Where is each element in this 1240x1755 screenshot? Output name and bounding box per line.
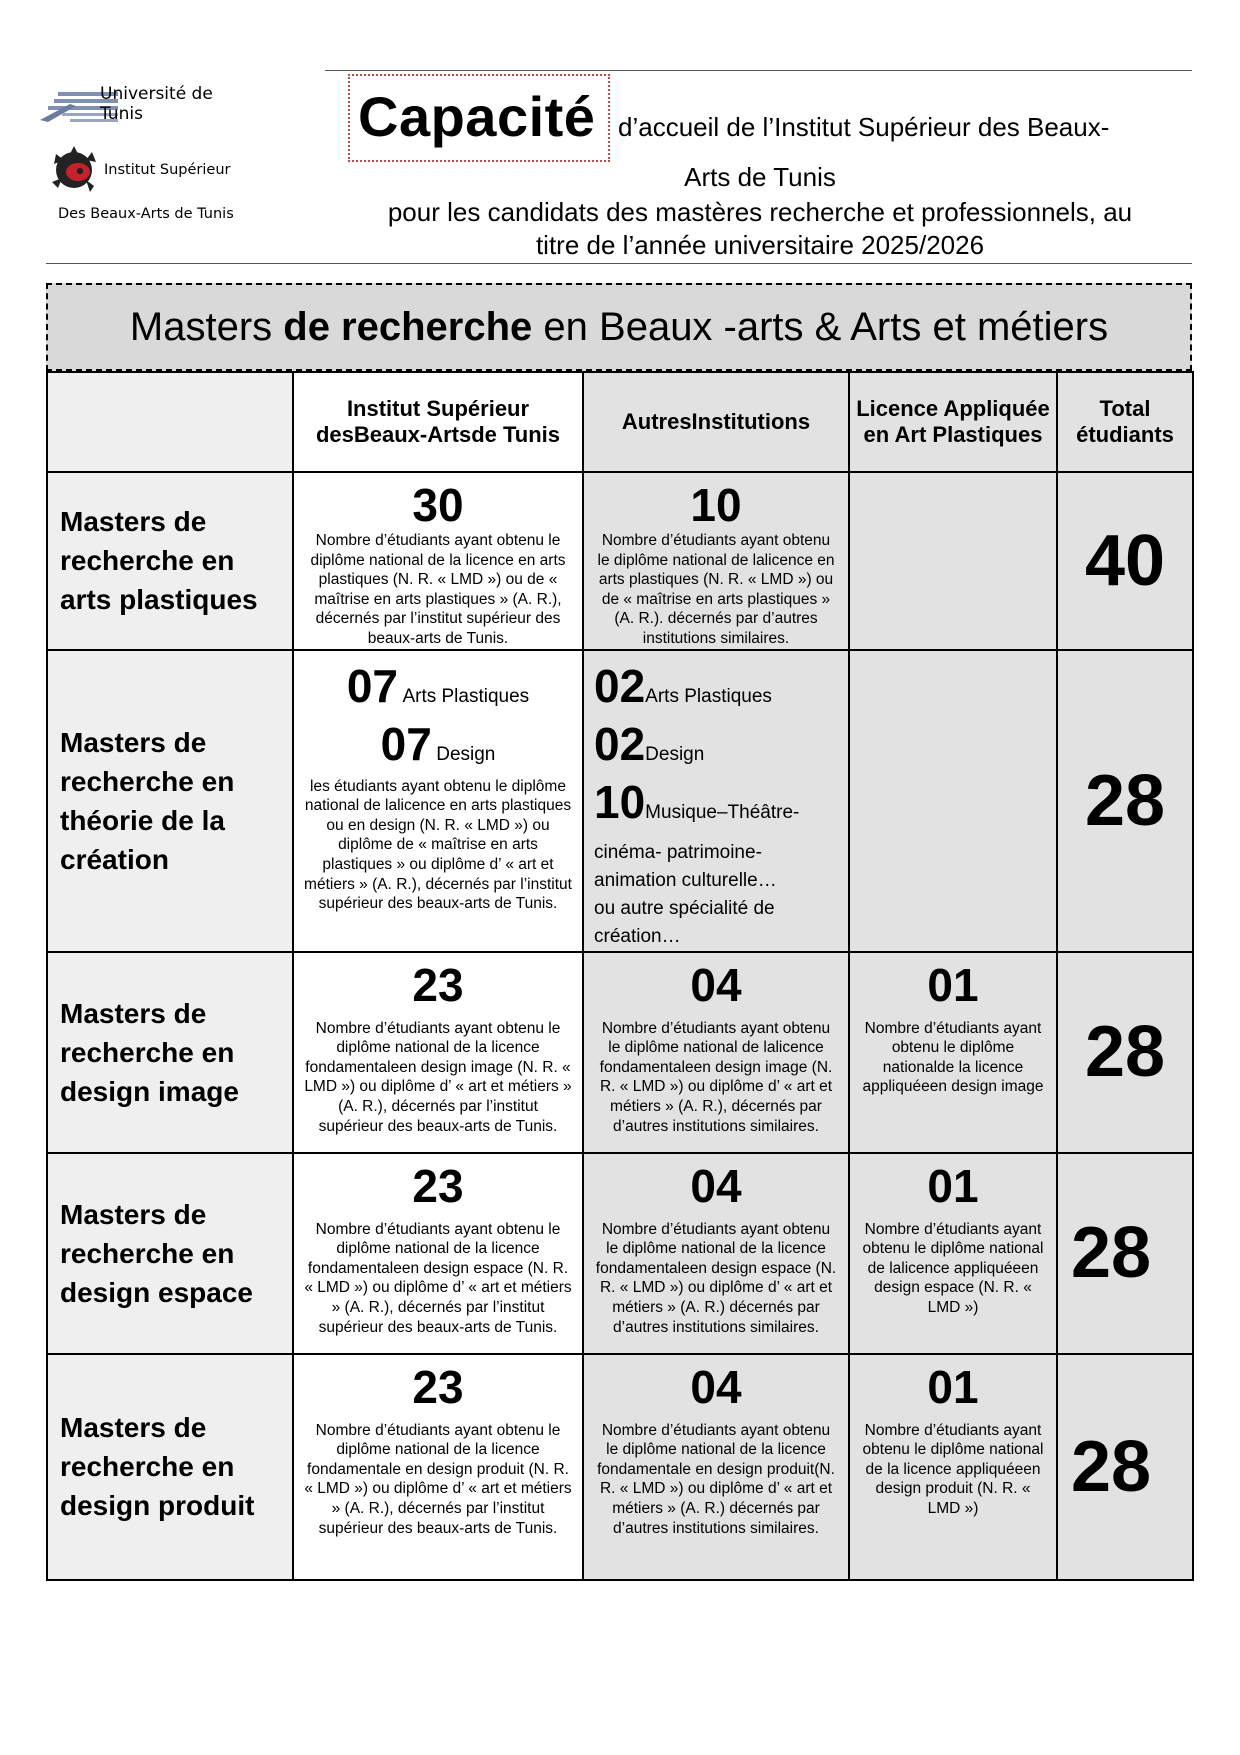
isbat-cell: [293, 952, 583, 1153]
autres-label-musique: Musique–Théâtre-: [645, 801, 800, 823]
title-line-3a: pour les candidats des mastères recherche et professionnels, au: [387, 197, 1133, 227]
autres-more-line: cinéma- patrimoine-: [594, 841, 762, 863]
autres-cell: [583, 650, 849, 952]
table-header-row: [47, 372, 1193, 472]
row-label: Masters de recherche en arts plastiques: [47, 472, 293, 650]
table-row: [47, 952, 1193, 1153]
table-row: [47, 472, 1193, 650]
autres-cell: [583, 472, 849, 650]
row-label: Masters de recherche en design image: [47, 952, 293, 1153]
banner-pre: Masters: [129, 304, 284, 349]
licence-count: 01: [927, 1159, 979, 1212]
isbat-description: les étudiants ayant obtenu le diplôme national de lalicence en arts plastiques ou en design (N. R. « LMD ») ou diplôme de « maîtrise en arts plastiques » ou diplôme d’ « art et métiers » (A. R.), décernés par l’institut supérieur des beaux-arts de Tunis.: [304, 777, 572, 913]
row-label: Masters de recherche en théorie de la création: [47, 650, 293, 952]
header-empty-cell: [47, 372, 293, 472]
autres-cell: [583, 952, 849, 1153]
licence-cell: [849, 1354, 1057, 1580]
table-row: [47, 1153, 1193, 1354]
isbat-cell: [293, 650, 583, 952]
table-row: [47, 1354, 1193, 1580]
header-top-rule: [325, 70, 1192, 71]
isbat-count: 23: [412, 958, 464, 1011]
row-label: Masters de recherche en design produit: [47, 1354, 293, 1580]
total-count: 28: [1057, 952, 1193, 1153]
column-header-licence: Licence Appliquée en Art Plastiques: [849, 372, 1057, 472]
autres-more-line: animation culturelle…: [594, 869, 777, 891]
isbat-label-design: Design: [436, 743, 496, 765]
title-rest: d’accueil de l’Institut Supérieur des Beaux-: [618, 112, 1110, 142]
autres-count-plastiques: 02: [594, 659, 646, 712]
total-count: 40: [1057, 472, 1193, 650]
column-header-total: Total étudiants: [1057, 372, 1193, 472]
university-logo: [40, 84, 240, 132]
isbat-description: Nombre d’étudiants ayant obtenu le diplôme national de la licence fondamentaleen design image (N. R. « LMD ») ou diplôme d’ « art et métiers » (A. R.), décernés par l’institut supérieur des beaux-arts de Tunis.: [304, 1019, 572, 1135]
total-count: 28: [1057, 1153, 1193, 1354]
licence-description: Nombre d’étudiants ayant obtenu le diplôme nationalde la licence appliquéeen design image: [862, 1019, 1044, 1096]
autres-count-design: 02: [594, 717, 646, 770]
institute-logo-icon: [46, 142, 106, 198]
isbat-sub-plastiques: [294, 651, 582, 713]
isbat-sub-design: [294, 713, 582, 771]
autres-description: Nombre d’étudiants ayant obtenu le diplôme national de lalicence fondamentaleen design image (N. R. « LMD ») ou diplôme d’ « art et métiers » (A. R.), décernés par d’autres institutions similaires.: [599, 1019, 833, 1135]
table-row: [47, 650, 1193, 952]
licence-cell-empty: [849, 472, 1057, 650]
licence-description: Nombre d’étudiants ayant obtenu le diplôme national de la licence appliquéeen design produit (N. R. « LMD »): [862, 1421, 1044, 1517]
title-line-3b: titre de l’année universitaire 2025/2026: [535, 230, 985, 260]
total-count: 28: [1057, 1354, 1193, 1580]
autres-description: Nombre d’étudiants ayant obtenu le diplôme national de lalicence en arts plastiques (N. R. « LMD ») ou de « maîtrise en arts plastiques » (A. R.). décernés par d’autres institutions similaires.: [597, 532, 835, 647]
isbat-description: Nombre d’étudiants ayant obtenu le diplôme national de la licence fondamentale en design produit (N. R. « LMD ») ou diplôme d’ « art et métiers » (A. R.), décernés par l’institut supérieur des beaux-arts de Tunis.: [304, 1421, 572, 1537]
autres-more-line: ou autre spécialité de: [594, 897, 775, 919]
section-banner: [46, 283, 1192, 371]
autres-cell: [583, 1354, 849, 1580]
autres-count: 04: [690, 958, 742, 1011]
licence-description: Nombre d’étudiants ayant obtenu le diplôme national de lalicence appliquéeen design espace (N. R. « LMD »): [862, 1220, 1044, 1316]
autres-more-line: création…: [594, 925, 681, 947]
total-count: 28: [1057, 650, 1193, 952]
licence-cell: [849, 952, 1057, 1153]
title-line-2: Arts de Tunis: [684, 162, 836, 192]
institute-subname: Des Beaux-Arts de Tunis: [58, 206, 234, 222]
row-label: Masters de recherche en design espace: [47, 1153, 293, 1354]
title-big-word: Capacité: [358, 85, 596, 148]
isbat-cell: [293, 1354, 583, 1580]
banner-post: en Beaux -arts & Arts et métiers: [532, 304, 1109, 349]
header-bottom-rule: [46, 263, 1192, 264]
capacity-table: [46, 371, 1194, 1581]
university-name: Université de Tunis: [100, 84, 213, 124]
isbat-cell: [293, 1153, 583, 1354]
autres-sub-musique: [584, 771, 848, 829]
autres-sub-design: [584, 713, 848, 771]
autres-label-plastiques: Arts Plastiques: [645, 685, 772, 707]
autres-count-musique: 10: [594, 775, 646, 828]
institute-name: Institut Supérieur: [104, 162, 231, 178]
licence-count: 01: [927, 1360, 979, 1413]
autres-sub-plastiques: [584, 651, 848, 713]
title-line-3: [340, 196, 1180, 262]
autres-label-design: Design: [645, 743, 705, 765]
licence-cell: [849, 1153, 1057, 1354]
column-header-isbat: Institut Supérieur desBeaux-Artsde Tunis: [293, 372, 583, 472]
isbat-count: 23: [412, 1159, 464, 1212]
isbat-count: 23: [412, 1360, 464, 1413]
autres-count: 10: [690, 479, 742, 531]
licence-count: 01: [927, 958, 979, 1011]
isbat-description: Nombre d’étudiants ayant obtenu le diplôme national de la licence en arts plastiques (N. R. « LMD ») ou de « maîtrise en arts plastiques » (A. R.), décernés par l’institut supérieur des beaux-arts de Tunis.: [310, 532, 566, 647]
autres-cell: [583, 1153, 849, 1354]
autres-count: 04: [690, 1360, 742, 1413]
autres-description: Nombre d’étudiants ayant obtenu le diplôme national de la licence fondamentale en design produit(N. R. « LMD ») ou diplôme d’ « art et métiers » (A. R.) décernés par d’autres institutions similaires.: [597, 1421, 835, 1537]
isbat-description: Nombre d’étudiants ayant obtenu le diplôme national de la licence fondamentaleen design espace (N. R. « LMD ») ou diplôme d’ « art et métiers » (A. R.), décernés par l’institut supérieur des beaux-arts de Tunis.: [304, 1220, 572, 1336]
autres-description: Nombre d’étudiants ayant obtenu le diplôme national de la licence fondamentaleen design espace (N. R. « LMD ») ou diplôme d’ « art et métiers » (A. R.) décernés par d’autres institutions similaires.: [595, 1220, 837, 1336]
banner-title: [48, 285, 1190, 369]
isbat-label-plastiques: Arts Plastiques: [402, 685, 530, 707]
licence-cell-empty: [849, 650, 1057, 952]
column-header-autres: AutresInstitutions: [583, 372, 849, 472]
isbat-count: 30: [412, 479, 464, 531]
isbat-count-design: 07: [380, 717, 432, 770]
autres-count: 04: [690, 1159, 742, 1212]
isbat-cell: [293, 472, 583, 650]
banner-bold: de recherche: [283, 304, 533, 349]
isbat-count-plastiques: 07: [346, 659, 398, 712]
